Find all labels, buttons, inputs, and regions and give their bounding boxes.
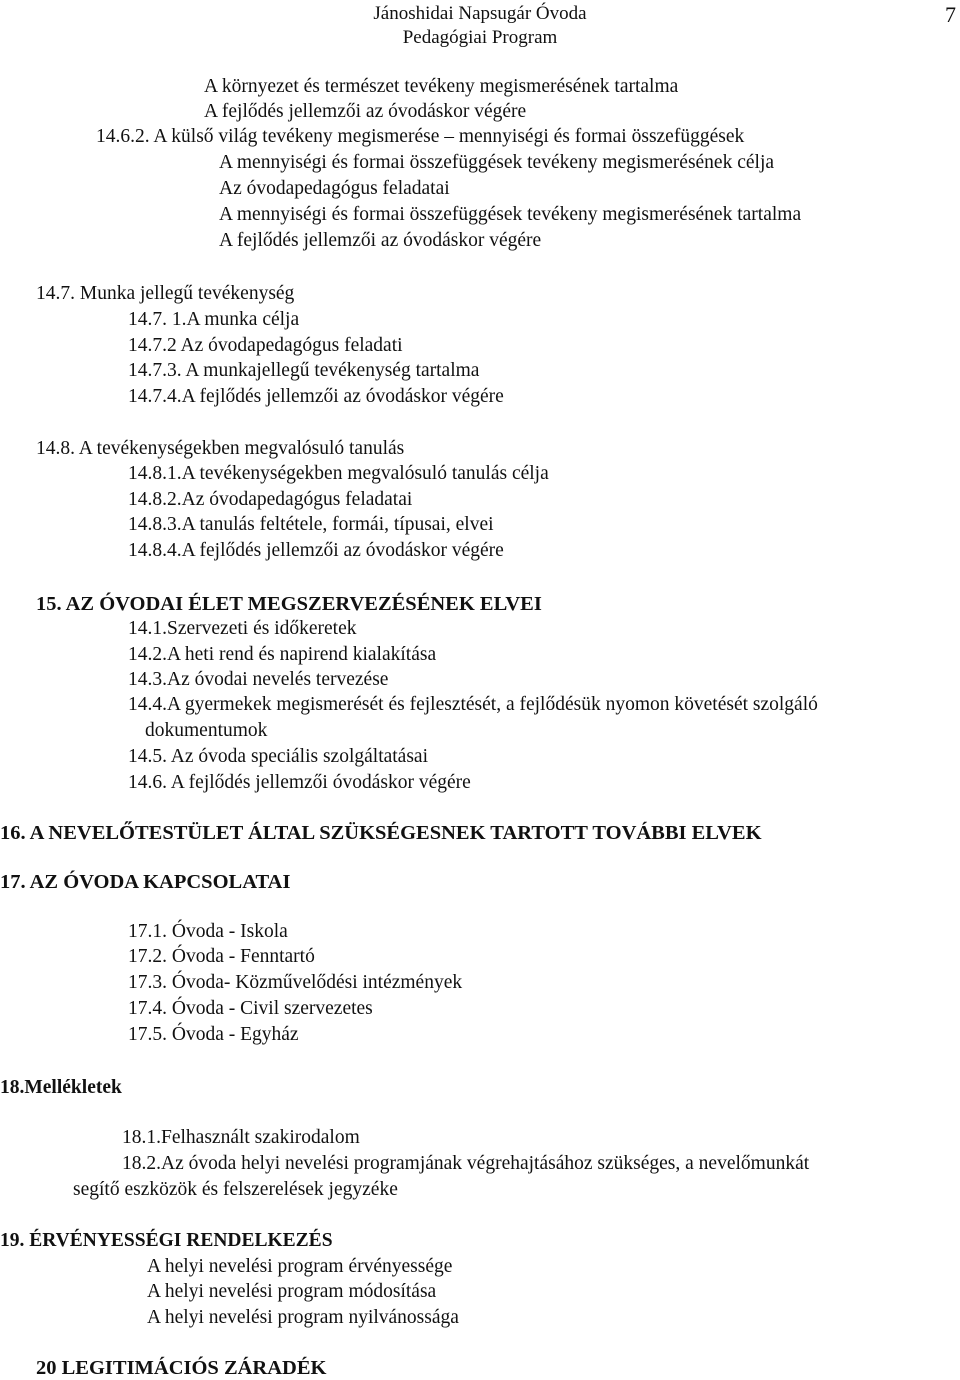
toc-entry[interactable]: A helyi nevelési program nyilvánossága [147,1307,459,1328]
toc-entry[interactable]: 14.3.Az óvodai nevelés tervezése [128,669,389,690]
toc-chapter-heading[interactable]: 16. A NEVELŐTESTÜLET ÁLTAL SZÜKSÉGESNEK TARTOTT TOVÁBBI ELVEK [0,822,762,844]
toc-chapter-heading[interactable]: 20 LEGITIMÁCIÓS ZÁRADÉK [36,1357,327,1379]
toc-chapter-heading[interactable]: 19. ÉRVÉNYESSÉGI RENDELKEZÉS [0,1230,333,1251]
toc-entry[interactable]: 17.5. Óvoda - Egyház [128,1024,299,1045]
toc-entry[interactable]: 14.7. 1.A munka célja [128,309,300,330]
toc-entry[interactable]: 14.7.3. A munkajellegű tevékenység tartalma [128,360,480,381]
toc-entry[interactable]: 17.1. Óvoda - Iskola [128,921,288,942]
toc-entry[interactable]: A környezet és természet tevékeny megismerésének tartalma [204,76,679,97]
toc-entry[interactable]: A fejlődés jellemzői az óvodáskor végére [204,101,527,122]
toc-entry[interactable]: 14.7.2 Az óvodapedagógus feladati [128,335,403,356]
toc-entry[interactable]: A helyi nevelési program érvényessége [147,1256,453,1277]
toc-chapter-heading[interactable]: 17. AZ ÓVODA KAPCSOLATAI [0,871,291,893]
toc-entry[interactable]: A mennyiségi és formai összefüggések tevékeny megismerésének tartalma [219,204,802,225]
toc-entry[interactable]: A mennyiségi és formai összefüggések tevékeny megismerésének célja [219,152,775,173]
toc-chapter-heading[interactable]: 18.Mellékletek [0,1077,122,1098]
toc-entry[interactable]: 14.4.A gyermekek megismerését és fejlesztését, a fejlődésük nyomon követését szolgáló [128,694,818,715]
toc-entry[interactable]: A fejlődés jellemzői az óvodáskor végére [219,230,542,251]
toc-entry[interactable]: 14.7. Munka jellegű tevékenység [36,283,295,304]
toc-entry[interactable]: A helyi nevelési program módosítása [147,1281,437,1302]
toc-entry[interactable]: Az óvodapedagógus feladatai [219,178,450,199]
toc-entry[interactable]: 14.2.A heti rend és napirend kialakítása [128,644,437,665]
toc-entry[interactable]: 14.7.4.A fejlődés jellemzői az óvodáskor végére [128,386,504,407]
toc-entry[interactable]: 14.1.Szervezeti és időkeretek [128,618,357,639]
page-header [0,2,960,50]
toc-entry[interactable]: 17.4. Óvoda - Civil szervezetes [128,998,373,1019]
toc-entry[interactable]: segítő eszközök és felszerelések jegyzéke [73,1179,398,1200]
toc-entry[interactable]: 14.6.2. A külső világ tevékeny megismerése – mennyiségi és formai összefüggések [96,126,745,147]
toc-entry[interactable]: 14.8. A tevékenységekben megvalósuló tanulás [36,438,405,459]
page-number: 7 [945,2,956,27]
toc-entry[interactable]: 14.8.4.A fejlődés jellemzői az óvodáskor végére [128,540,504,561]
toc-entry[interactable]: 18.1.Felhasznált szakirodalom [122,1127,360,1148]
toc-entry[interactable]: dokumentumok [145,720,268,741]
header-document-title: Pedagógiai Program [402,27,558,48]
toc-entry[interactable]: 14.6. A fejlődés jellemzői óvodáskor végére [128,772,471,793]
header-institution: Jánoshidai Napsugár Óvoda [373,3,587,24]
toc-entry[interactable]: 18.2.Az óvoda helyi nevelési programjának végrehajtásához szükséges, a nevelőmunkát [122,1153,810,1174]
toc-entry[interactable]: 14.8.1.A tevékenységekben megvalósuló tanulás célja [128,463,549,484]
toc-entry[interactable]: 17.3. Óvoda- Közművelődési intézmények [128,972,463,993]
toc-chapter-heading[interactable]: 15. AZ ÓVODAI ÉLET MEGSZERVEZÉSÉNEK ELVEI [36,593,542,615]
toc-entry[interactable]: 14.8.2.Az óvodapedagógus feladatai [128,489,413,510]
toc-entry[interactable]: 17.2. Óvoda - Fenntartó [128,946,315,967]
toc-entry[interactable]: 14.8.3.A tanulás feltétele, formái, típusai, elvei [128,514,494,535]
toc-entry[interactable]: 14.5. Az óvoda speciális szolgáltatásai [128,746,429,767]
